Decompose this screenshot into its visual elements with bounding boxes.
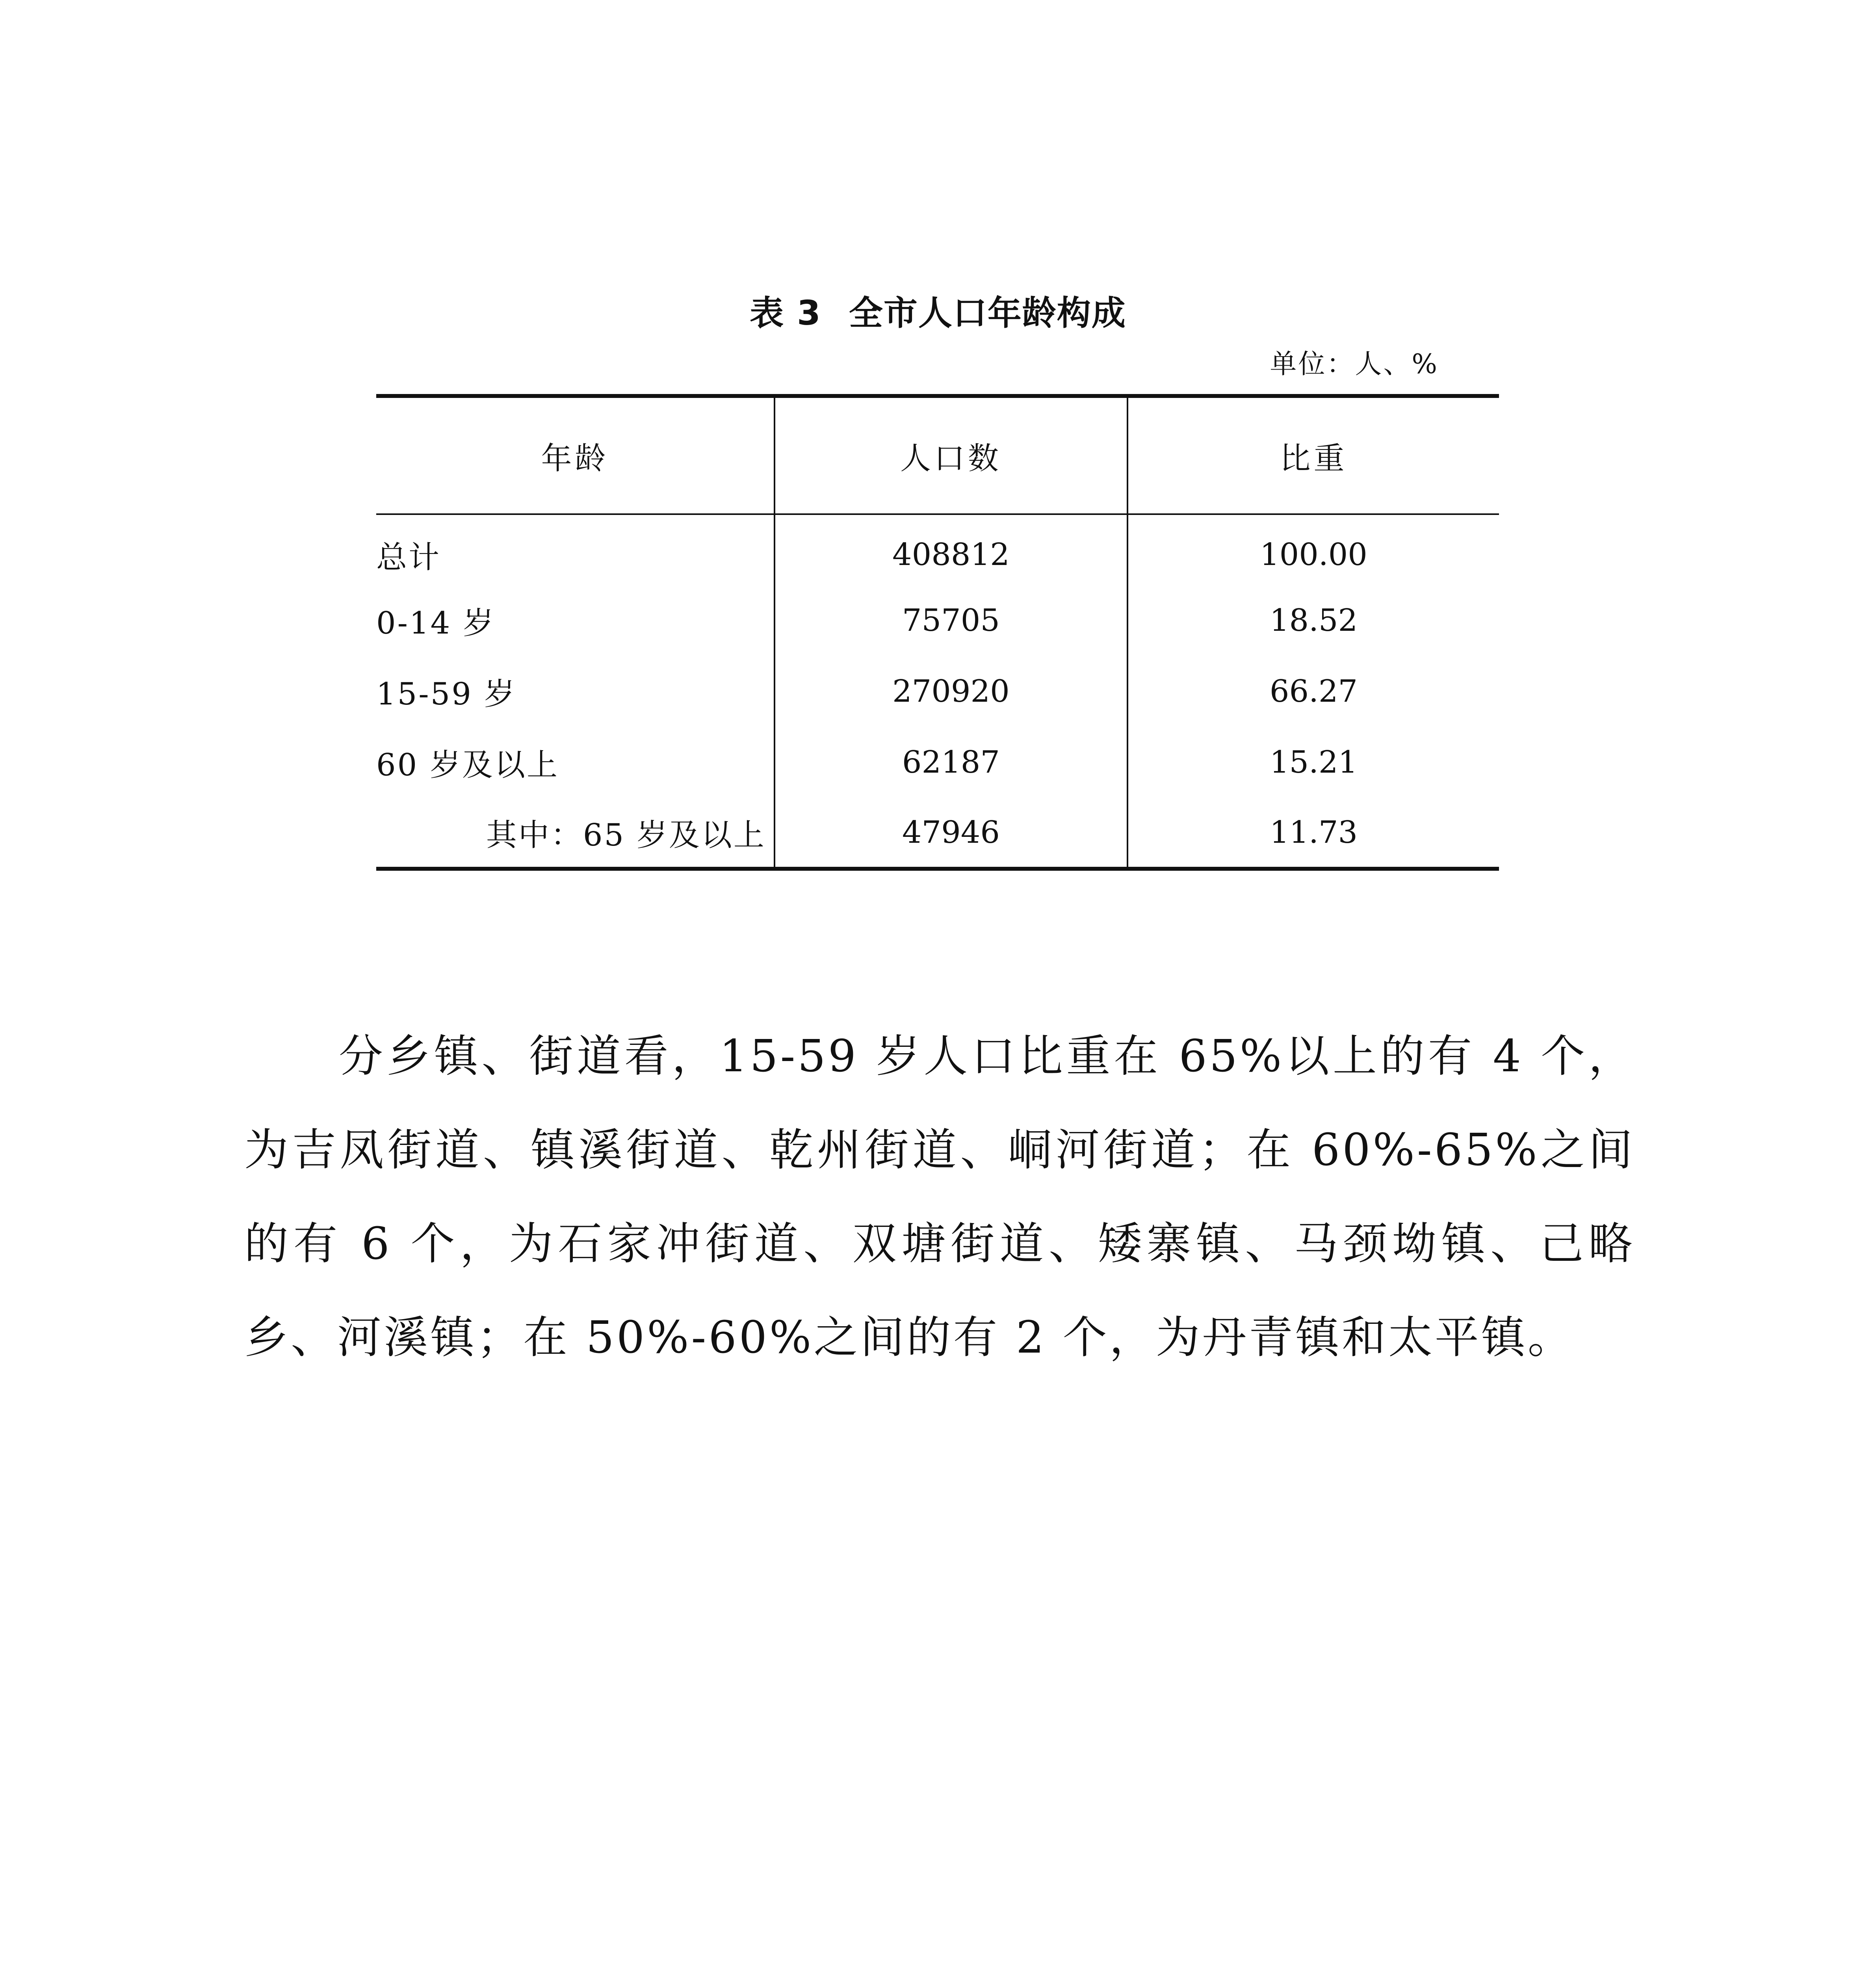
cell-share: 15.21 bbox=[1269, 745, 1358, 780]
cell-population: 408812 bbox=[775, 514, 1127, 585]
table-unit-note: 单位：人、% bbox=[1270, 349, 1439, 380]
cell-age: 总计 bbox=[376, 514, 775, 585]
header-share: 比重 bbox=[1280, 440, 1348, 476]
cell-share: 11.73 bbox=[1269, 814, 1358, 850]
table-row bbox=[376, 514, 1499, 585]
table-row bbox=[376, 727, 1499, 798]
header-age: 年龄 bbox=[376, 396, 775, 514]
cell-share: 66.27 bbox=[1269, 674, 1358, 709]
table-title bbox=[0, 290, 1876, 337]
cell-population: 47946 bbox=[775, 798, 1127, 869]
cell-population: 270920 bbox=[775, 656, 1127, 727]
age-composition-table bbox=[376, 394, 1499, 871]
cell-age: 60 岁及以上 bbox=[376, 727, 775, 798]
body-paragraph: 分乡镇、街道看，15-59 岁人口比重在 65%以上的有 4 个，为吉凤街道、镇溪街道、乾州街道、峒河街道；在 60%-65%之间的有 6 个，为石家冲街道、双塘街道、矮寨镇、马颈坳镇、己略乡、河溪镇；在 50%-60%之间的有 2 个，为丹青镇和太平镇。 bbox=[244, 1031, 1635, 1363]
table-row bbox=[376, 656, 1499, 727]
header-population: 人口数 bbox=[775, 396, 1127, 514]
table-row bbox=[376, 798, 1499, 869]
cell-share: 18.52 bbox=[1269, 603, 1358, 638]
table-title-text: 全市人口年龄构成 bbox=[849, 294, 1126, 333]
cell-population: 75705 bbox=[775, 585, 1127, 656]
cell-age: 其中：65 岁及以上 bbox=[376, 798, 775, 869]
cell-age: 0-14 岁 bbox=[376, 585, 775, 656]
table-row bbox=[376, 585, 1499, 656]
table-header-row bbox=[376, 396, 1499, 514]
cell-age: 15-59 岁 bbox=[376, 656, 775, 727]
cell-population: 62187 bbox=[775, 727, 1127, 798]
cell-share: 100.00 bbox=[1260, 537, 1367, 572]
table-number: 表 3 bbox=[750, 294, 821, 333]
